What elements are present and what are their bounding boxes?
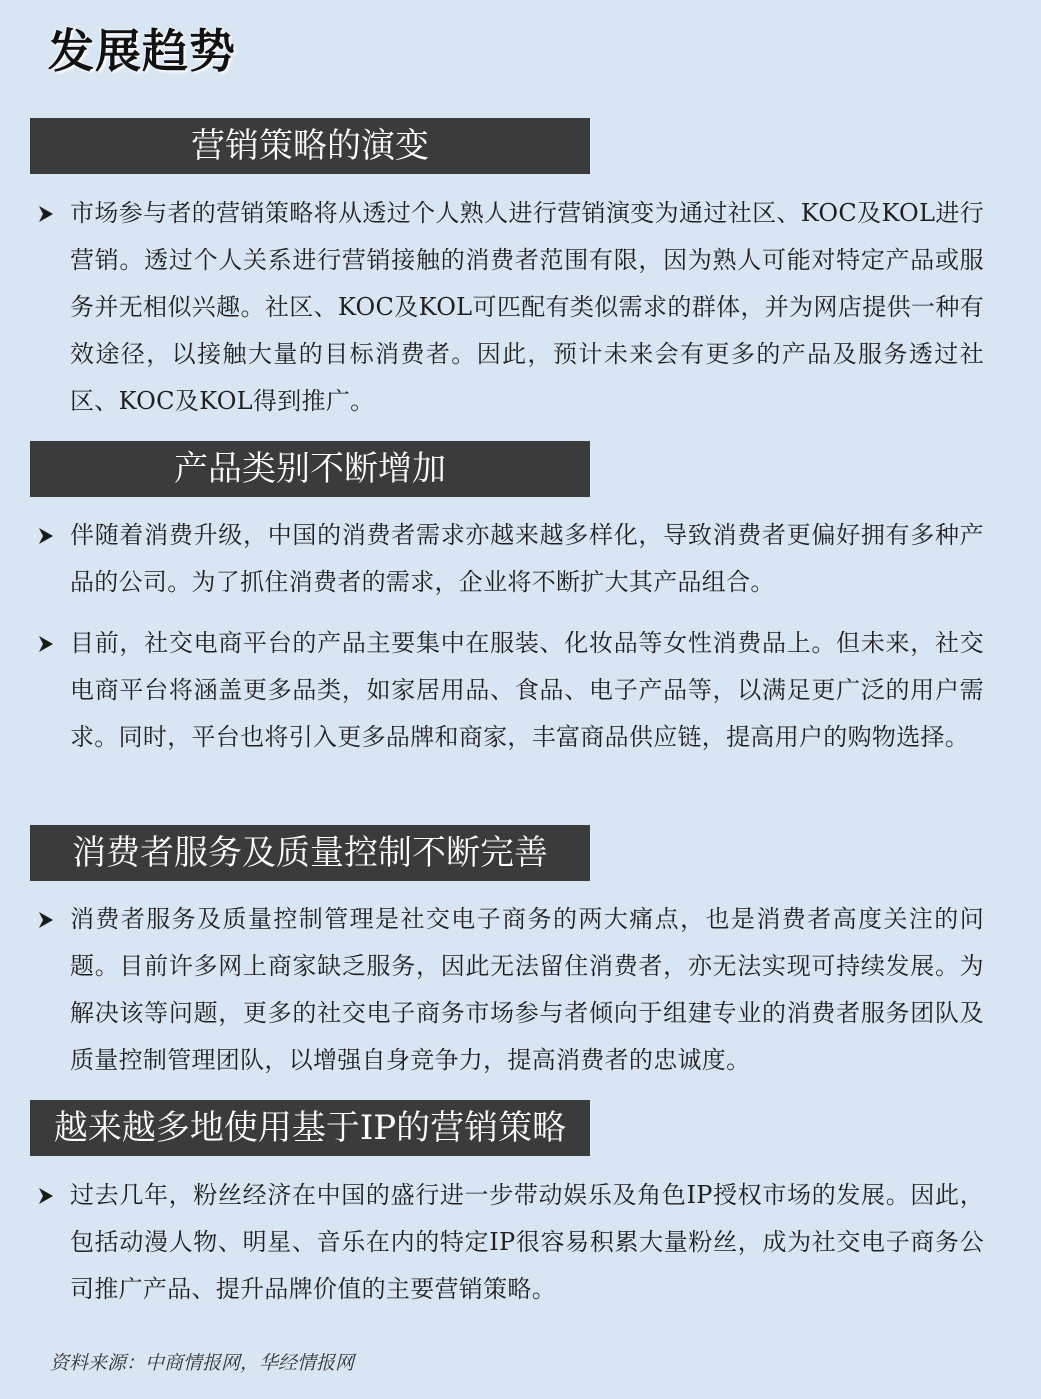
arrow-bullet-icon xyxy=(36,896,70,943)
bullet-text: 目前，社交电商平台的产品主要集中在服装、化妆品等女性消费品上。但未来，社交电商平台将涵盖更多品类，如家居用品、食品、电子产品等，以满足更广泛的用户需求。同时，平台也将引入更多品牌和商家，丰富商品供应链，提高用户的购物选择。 xyxy=(70,629,984,751)
bullet-item xyxy=(36,620,984,761)
bullet-item xyxy=(36,1172,984,1313)
section-header-product-categories: 产品类别不断增加 xyxy=(30,441,590,497)
arrow-bullet-icon xyxy=(36,620,70,667)
bullet-item xyxy=(36,190,984,425)
page-title: 发展趋势 xyxy=(48,24,236,78)
arrow-bullet-icon xyxy=(36,190,70,237)
bullet-text: 消费者服务及质量控制管理是社交电子商务的两大痛点，也是消费者高度关注的问题。目前许多网上商家缺乏服务，因此无法留住消费者，亦无法实现可持续发展。为解决该等问题，更多的社交电子商务市场参与者倾向于组建专业的消费者服务团队及质量控制管理团队，以增强自身竞争力，提高消费者的忠诚度。 xyxy=(70,905,984,1074)
bullet-text: 市场参与者的营销策略将从透过个人熟人进行营销演变为通过社区、KOC及KOL进行营销。透过个人关系进行营销接触的消费者范围有限，因为熟人可能对特定产品或服务并无相似兴趣。社区、KOC及KOL可匹配有类似需求的群体，并为网店提供一种有效途径，以接触大量的目标消费者。因此，预计未来会有更多的产品及服务透过社区、KOC及KOL得到推广。 xyxy=(70,199,984,415)
bullet-text: 过去几年，粉丝经济在中国的盛行进一步带动娱乐及角色IP授权市场的发展。因此，包括动漫人物、明星、音乐在内的特定IP很容易积累大量粉丝，成为社交电子商务公司推广产品、提升品牌价值的主要营销策略。 xyxy=(70,1181,984,1303)
section-header-marketing-strategy: 营销策略的演变 xyxy=(30,118,590,174)
bullet-item xyxy=(36,512,984,606)
source-note: 资料来源：中商情报网，华经情报网 xyxy=(50,1352,355,1374)
bullet-item xyxy=(36,896,984,1084)
section-header-service-quality: 消费者服务及质量控制不断完善 xyxy=(30,825,590,881)
bullet-text: 伴随着消费升级，中国的消费者需求亦越来越多样化，导致消费者更偏好拥有多种产品的公司。为了抓住消费者的需求，企业将不断扩大其产品组合。 xyxy=(70,521,984,596)
section-header-ip-marketing: 越来越多地使用基于IP的营销策略 xyxy=(30,1100,590,1156)
arrow-bullet-icon xyxy=(36,1172,70,1219)
arrow-bullet-icon xyxy=(36,512,70,559)
